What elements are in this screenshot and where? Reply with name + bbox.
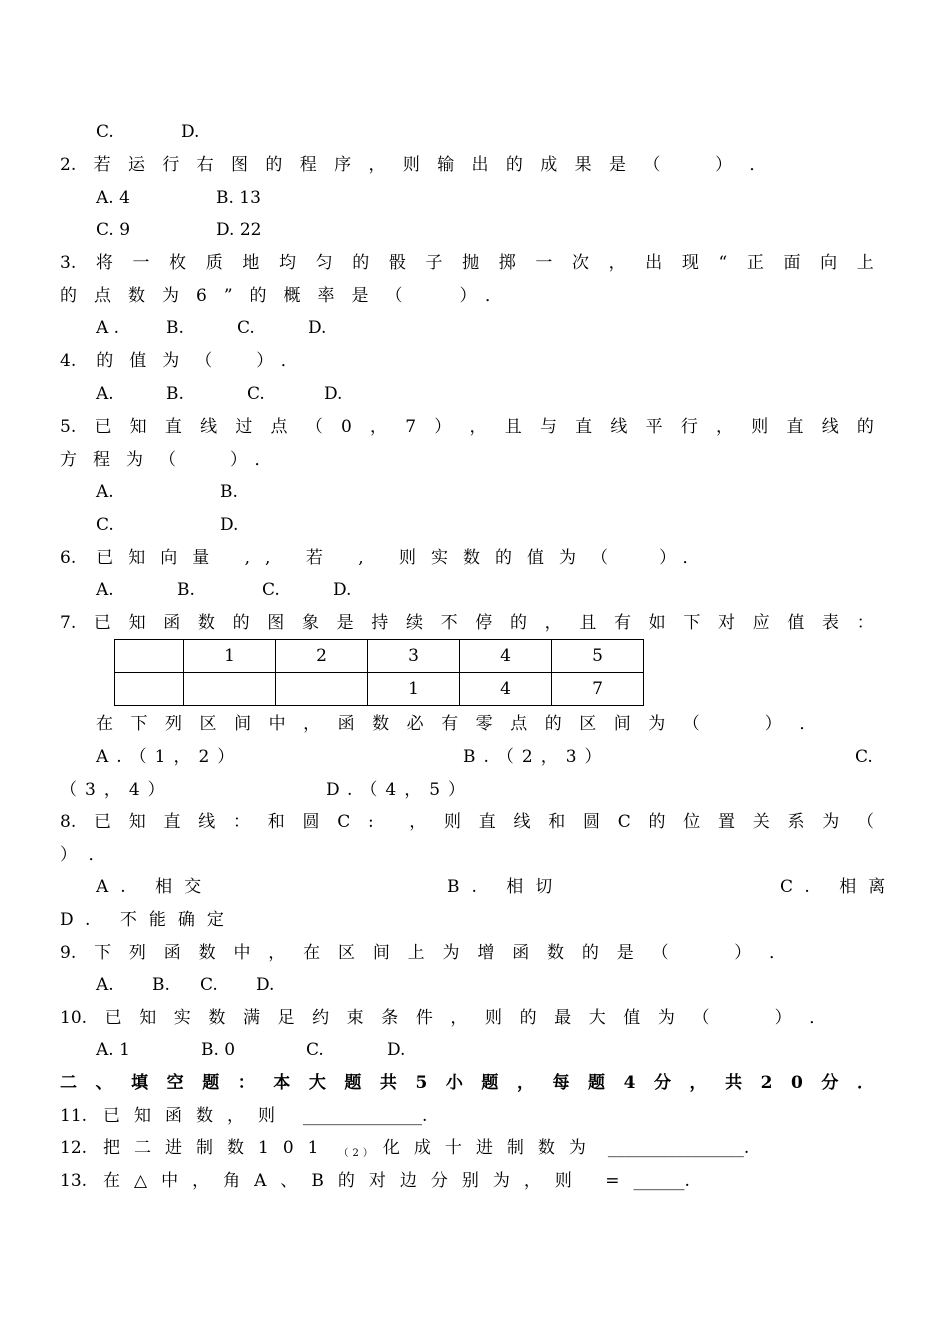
q6-stem: 6. 已知向量 ,, 若 , 则实数的值为（ ）． <box>60 548 715 568</box>
q5-option-a: A. <box>96 482 114 502</box>
q10-option-d: D. <box>387 1040 406 1060</box>
q6-option-b: B. <box>177 580 195 600</box>
q13-stem: 13. 在△中，角A、B的对边分别为，则 =______. <box>60 1171 690 1191</box>
q4-option-c: C. <box>247 384 265 404</box>
q8-option-d: D. 不能确定 <box>60 910 236 930</box>
q6-option-d: D. <box>333 580 352 600</box>
q7-option-b: B.（2，3） <box>463 747 610 767</box>
q7-stem-line1: 7. 已 知 函 数 的 图 象 是 持 续 不 停 的 ， 且 有 如 下 对 应 值 表 ： <box>60 613 874 633</box>
table-cell <box>276 673 368 706</box>
table-cell <box>184 673 276 706</box>
q9-option-a: A. <box>96 975 114 995</box>
q5-option-b: B. <box>220 482 238 502</box>
q8-stem-line2: ）． <box>60 845 126 865</box>
q12-blank: ________________. <box>607 1138 750 1158</box>
q5-option-d: D. <box>220 515 239 535</box>
q9-option-c: C. <box>200 975 218 995</box>
table-cell: 7 <box>552 673 644 706</box>
q3-option-b: B. <box>166 318 184 338</box>
q12-stem: 12. 把二进制数101 （2） 化成十进制数为 ________________. <box>60 1138 750 1159</box>
q5-stem-line1: 5. 已 知 直 线 过 点 （ 0 ， 7 ） ， 且 与 直 线 平 行 ， 则 直 线 的 <box>60 417 874 437</box>
table-cell: 1 <box>368 673 460 706</box>
table-cell: 1 <box>184 640 276 673</box>
q7-option-a: A.（1，2） <box>96 747 243 767</box>
q10-option-b: B. 0 <box>201 1040 236 1060</box>
q8-option-a: A. 相交 <box>96 877 214 897</box>
q1-option-d: D. <box>181 122 200 142</box>
q9-option-b: B. <box>152 975 170 995</box>
q6-option-a: A. <box>96 580 114 600</box>
q7-option-c: C. <box>855 747 873 767</box>
q3-option-a: A . <box>96 318 120 338</box>
q4-stem: 4. 的值为（ ）． <box>60 351 314 371</box>
q3-option-c: C. <box>237 318 255 338</box>
q11-stem: 11. 已知函数，则 ______________. <box>60 1106 428 1126</box>
q7-value-table <box>114 639 644 706</box>
q9-option-d: D. <box>256 975 275 995</box>
q10-stem: 10. 已 知 实 数 满 足 约 束 条 件 ， 则 的 最 大 值 为 （ ） ． <box>60 1008 827 1028</box>
q8-stem-line1: 8. 已 知 直 线 ： 和 圆 C : ， 则 直 线 和 圆 C 的 位 置 关 系 为 （ <box>60 812 874 832</box>
q4-option-b: B. <box>166 384 184 404</box>
q9-stem: 9. 下 列 函 数 中 ， 在 区 间 上 为 增 函 数 的 是 （ ） ． <box>60 943 787 963</box>
table-cell <box>115 640 184 673</box>
q11-blank: ______________. <box>303 1106 428 1126</box>
table-cell: 5 <box>552 640 644 673</box>
q1-option-c: C. <box>96 122 114 142</box>
q10-option-a: A. 1 <box>96 1040 130 1060</box>
table-cell: 2 <box>276 640 368 673</box>
table-cell: 4 <box>460 673 552 706</box>
table-row <box>115 640 644 673</box>
q4-option-d: D. <box>324 384 343 404</box>
q5-option-c: C. <box>96 515 114 535</box>
q13-blank: ______. <box>633 1171 690 1191</box>
table-cell: 3 <box>368 640 460 673</box>
section-2-heading: 二 、 填 空 题 ： 本 大 题 共 5 小 题 ， 每 题 4 分 ， 共 2 0 分 ． <box>60 1073 874 1093</box>
q10-option-c: C. <box>306 1040 324 1060</box>
q8-option-c: C. 相离 <box>780 877 898 897</box>
q4-option-a: A. <box>96 384 114 404</box>
q7-stem-line2: 在 下 列 区 间 中 ， 函 数 必 有 零 点 的 区 间 为 （ ） ． <box>96 714 817 734</box>
q3-stem-line1: 3. 将 一 枚 质 地 均 匀 的 骰 子 抛 掷 一 次 ， 出 现 “ 正 面 向 上 <box>60 253 874 273</box>
q6-option-c: C. <box>262 580 280 600</box>
table-cell <box>115 673 184 706</box>
q2-option-c: C. 9 <box>96 220 131 240</box>
q3-option-d: D. <box>308 318 327 338</box>
table-row <box>115 673 644 706</box>
q2-stem: 2. 若 运 行 右 图 的 程 序 ， 则 输 出 的 成 果 是 （ ） ． <box>60 155 767 175</box>
q2-option-d: D. 22 <box>216 220 262 240</box>
q3-stem-line2: 的点数为6”的概率是（ ）． <box>60 286 520 306</box>
q7-option-c-continued: （3，4） <box>60 780 173 800</box>
q2-option-b: B. 13 <box>216 188 261 208</box>
q2-option-a: A. 4 <box>96 188 130 208</box>
q5-stem-line2: 方程为（ ）． <box>60 450 288 470</box>
q7-option-d: D.（4，5） <box>326 780 474 800</box>
q8-option-b: B. 相切 <box>447 877 565 897</box>
table-cell: 4 <box>460 640 552 673</box>
